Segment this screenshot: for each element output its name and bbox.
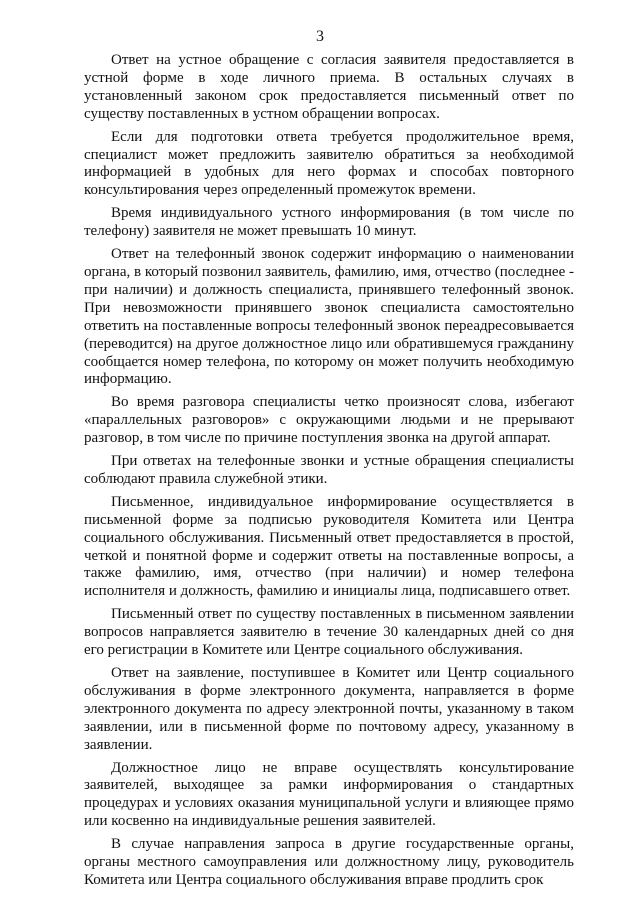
- paragraph-phone-call-response: Ответ на телефонный звонок содержит информацию о наименовании органа, в который позвонил заявитель, фамилию, имя, отчество (последнее - при наличии) и должность специалиста, принявшего телефонный звонок. При невозможности принявшего звонок специалиста самостоятельно ответить на поставленные вопросы телефонный звонок переадресовывается (переводится) на другое должностное лицо или обратившемуся гражданину сообщается номер телефона, по которому он может получить необходимую информацию.: [84, 246, 574, 388]
- paragraph-extended-preparation: Если для подготовки ответа требуется продолжительное время, специалист может предложить заявителю обратиться за необходимой информацией в удобных для него формах и способах повторного консультирования через определенный промежуток времени.: [84, 128, 574, 199]
- paragraph-written-response-deadline: Письменный ответ по существу поставленных в письменном заявлении вопросов направляется заявителю в течение 30 календарных дней со дня его регистрации в Комитете или Центре социального обслуживания.: [84, 606, 574, 659]
- paragraph-conversation-rules: Во время разговора специалисты четко произносят слова, избегают «параллельных разговоров» с окружающими людьми и не прерывают разговор, в том числе по причине поступления звонка на другой аппарат.: [84, 394, 574, 447]
- paragraph-consulting-limits: Должностное лицо не вправе осуществлять консультирование заявителей, выходящее за рамки информирования о стандартных процедурах и условиях оказания муниципальной услуги и влияющее прямо или косвенно на индивидуальные решения заявителей.: [84, 759, 574, 830]
- document-body: [84, 52, 574, 890]
- paragraph-service-ethics: При ответах на телефонные звонки и устные обращения специалисты соблюдают правила служебной этики.: [84, 453, 574, 487]
- paragraph-request-extension: В случае направления запроса в другие государственные органы, органы местного самоуправления или должностному лицу, руководитель Комитета или Центра социального обслуживания вправе продлить срок: [84, 836, 574, 888]
- paragraph-electronic-response: Ответ на заявление, поступившее в Комитет или Центр социального обслуживания в форме электронного документа, направляется в форме электронного документа по адресу электронной почты, указанному в таком заявлении, или в письменной форме по почтовому адресу, указанному в заявлении.: [84, 665, 574, 753]
- paragraph-written-informing: Письменное, индивидуальное информирование осуществляется в письменной форме за подписью руководителя Комитета или Центра социального обслуживания. Письменный ответ предоставляется в простой, четкой и понятной форме и содержит ответы на поставленные вопросы, а также фамилию, имя, отчество (при наличии) и номер телефона исполнителя и должность, фамилию и инициалы лица, подписавшего ответ.: [84, 493, 574, 600]
- paragraph-oral-time-limit: Время индивидуального устного информирования (в том числе по телефону) заявителя не может превышать 10 минут.: [84, 205, 574, 240]
- page-number: 3: [316, 28, 324, 45]
- paragraph-oral-response: Ответ на устное обращение с согласия заявителя предоставляется в устной форме в ходе личного приема. В остальных случаях в установленный законом срок предоставляется письменный ответ по существу поставленных в устном обращении вопросах.: [84, 52, 574, 122]
